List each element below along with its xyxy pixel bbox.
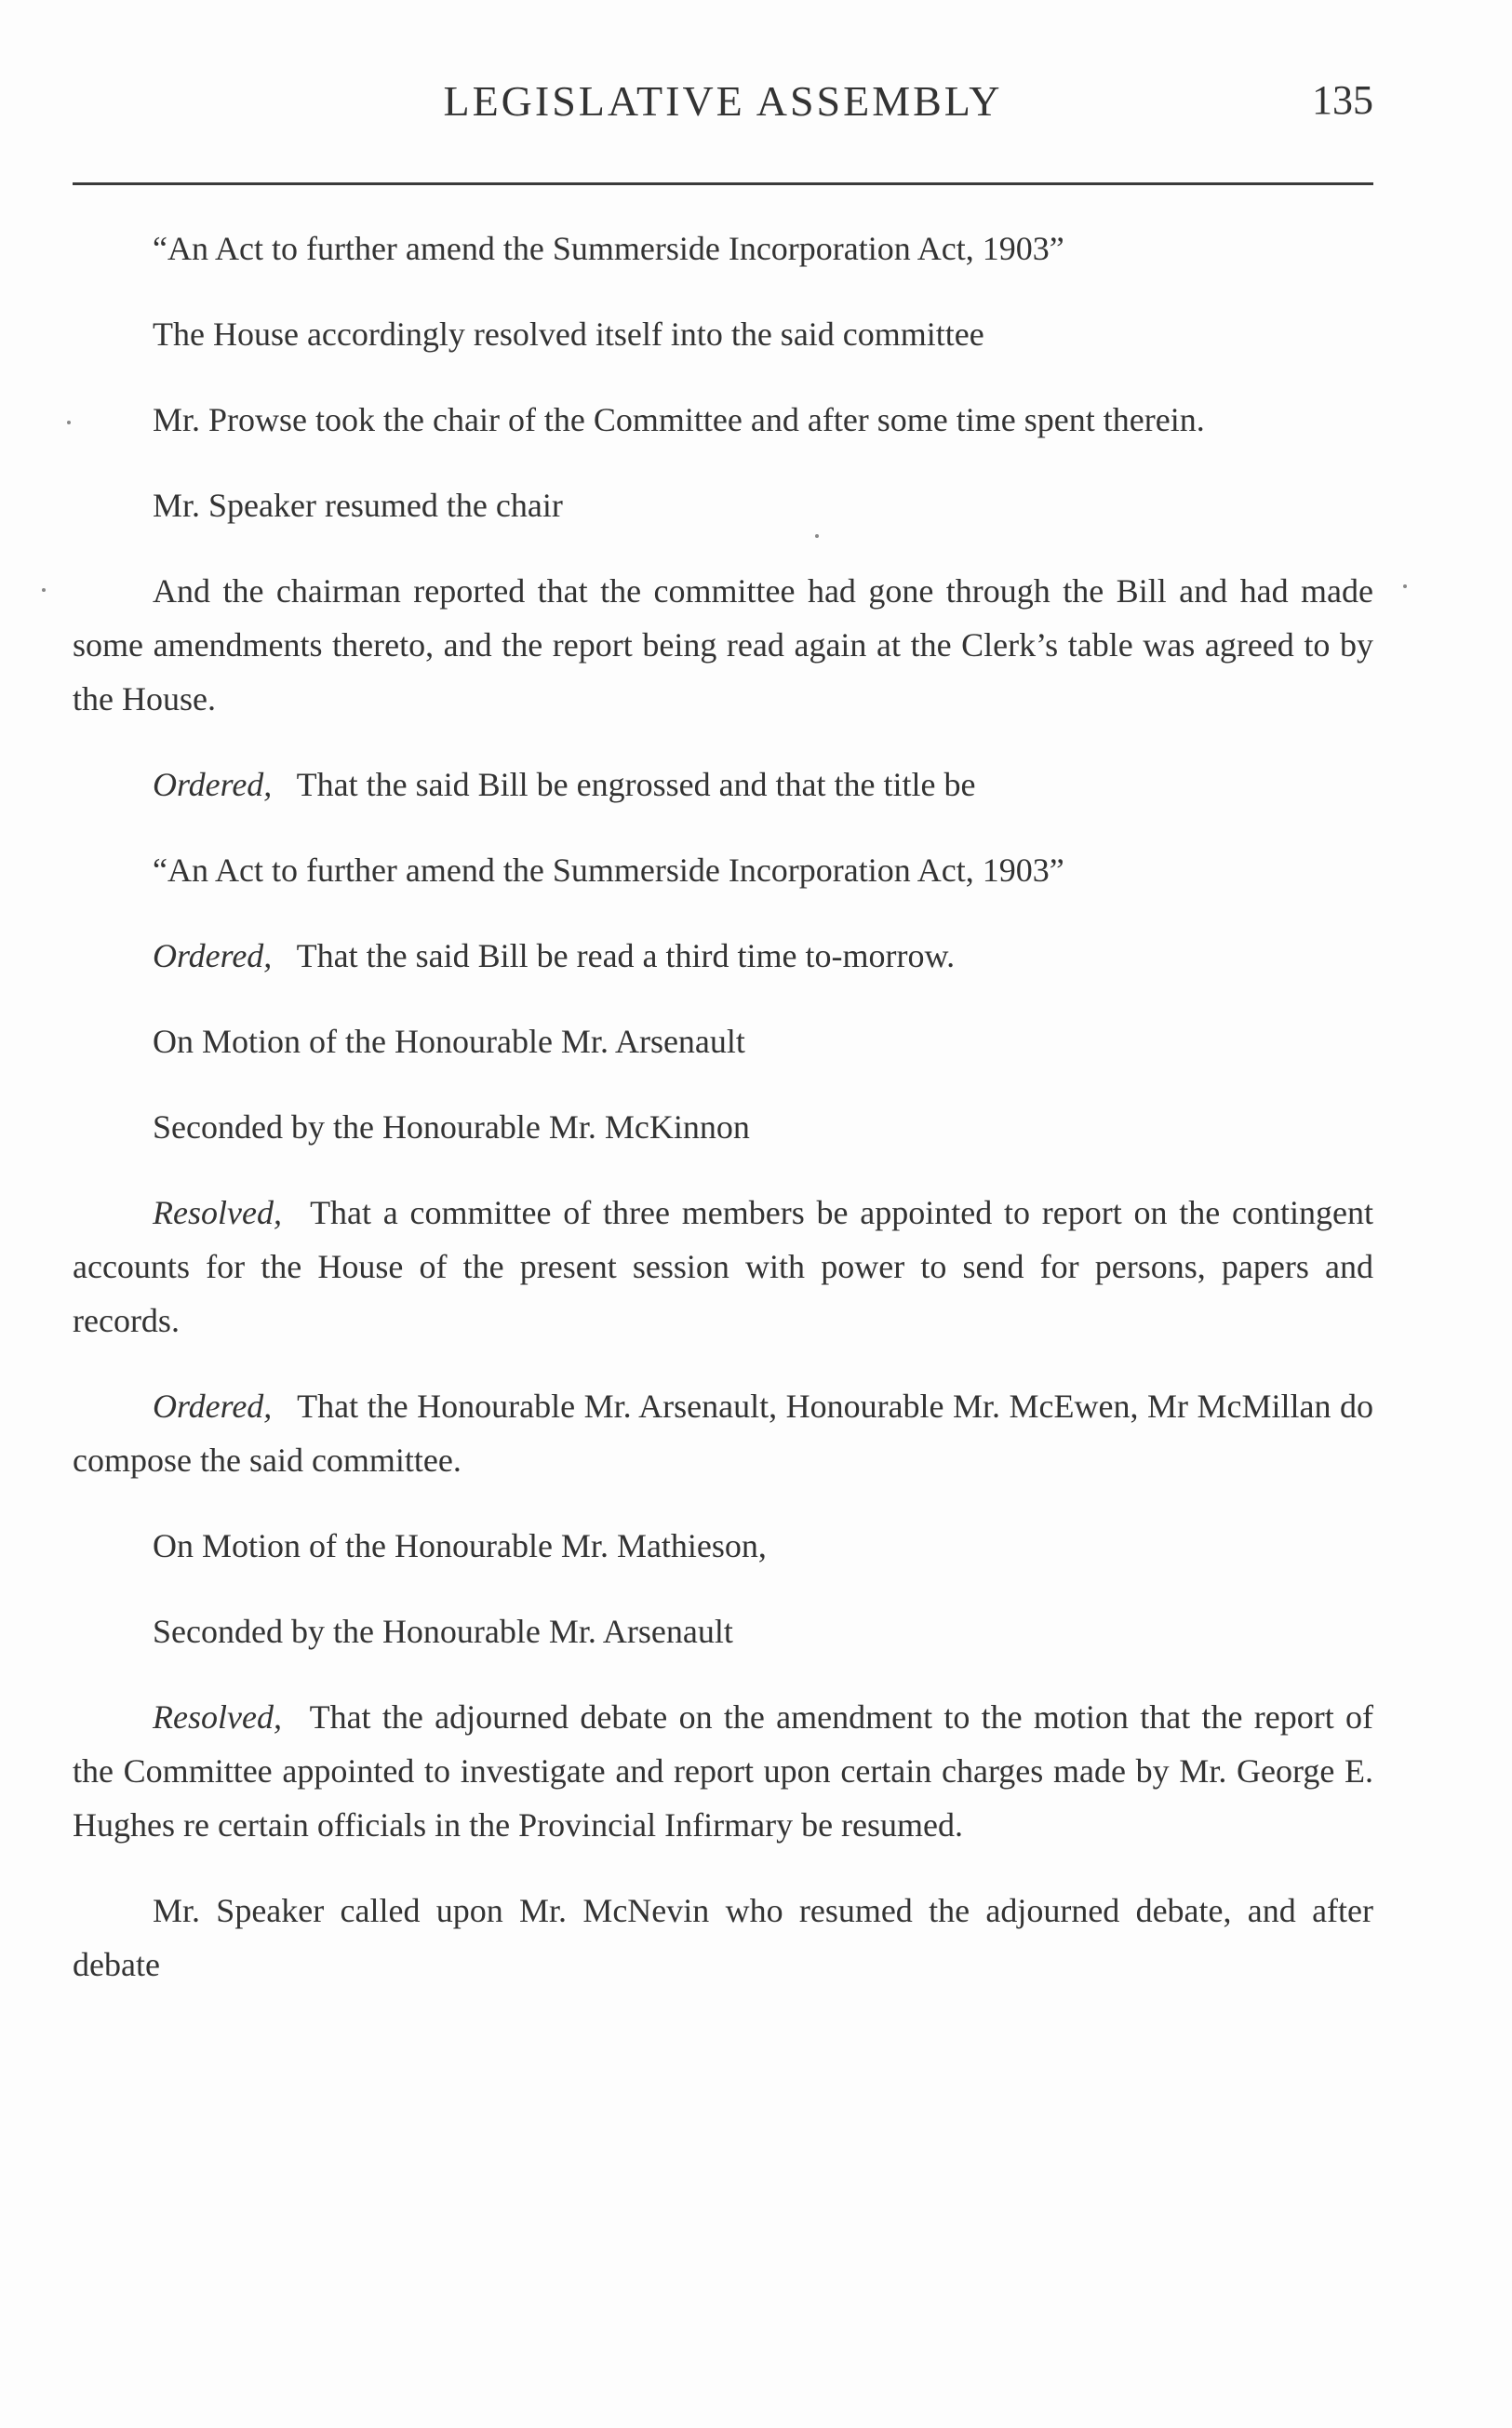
header-rule [73,182,1373,185]
paragraph [73,758,1373,812]
scan-speck [67,421,71,424]
body-text [73,221,1373,2023]
paragraph-text: That the said Bill be engrossed and that the title be [296,766,976,803]
paragraph [73,221,1373,275]
paragraph-text: Mr. Speaker resumed the chair [153,487,563,524]
paragraph-text: That the said Bill be read a third time to-morrow. [296,937,956,974]
paragraph [73,307,1373,361]
paragraph-text: Seconded by the Honourable Mr. Arsenault [153,1613,733,1650]
paragraph-text: That a committee of three members be appointed to report on the contingent accounts for the House of the present session with power to send for persons, papers and records. [73,1194,1373,1339]
scan-speck [1403,584,1407,588]
paragraph-text: Seconded by the Honourable Mr. McKinnon [153,1108,750,1146]
paragraph-text: “An Act to further amend the Summerside Incorporation Act, 1903” [153,852,1064,889]
paragraph-lead: Resolved, [153,1698,299,1736]
running-title: LEGISLATIVE ASSEMBLY [443,77,1003,125]
paragraph-text: Mr. Speaker called upon Mr. McNevin who resumed the adjourned debate, and after debate [73,1892,1373,1983]
paragraph-text: “An Act to further amend the Summerside Incorporation Act, 1903” [153,230,1064,267]
paragraph [73,393,1373,447]
paragraph [73,478,1373,532]
paragraph [73,1519,1373,1573]
scan-speck [42,588,46,592]
paragraph [73,564,1373,726]
paragraph-lead: Resolved, [153,1194,299,1231]
scan-speck [815,534,819,538]
paragraph [73,1014,1373,1068]
paragraph [73,1604,1373,1658]
paragraph [73,1690,1373,1852]
page-header [73,76,1373,132]
paragraph-text: And the chairman reported that the committee had gone through the Bill and had made some amendments thereto, and the report being read again at the Clerk’s table was agreed to by the House. [73,572,1373,718]
paragraph-text: That the Honourable Mr. Arsenault, Honourable Mr. McEwen, Mr McMillan do compose the said committee. [73,1388,1373,1479]
paragraph-text: On Motion of the Honourable Mr. Arsenault [153,1023,745,1060]
paragraph [73,843,1373,897]
paragraph [73,1186,1373,1348]
paragraph-text: The House accordingly resolved itself into the said committee [153,315,984,353]
paragraph-lead: Ordered, [153,766,289,803]
paragraph-text: That the adjourned debate on the amendment to the motion that the report of the Committee appointed to investigate and report upon certain charges made by Mr. George E. Hughes re certain officials in the Provincial Infirmary be resumed. [73,1698,1373,1844]
paragraph [73,1100,1373,1154]
paragraph-lead: Ordered, [153,937,289,974]
paragraph-text: On Motion of the Honourable Mr. Mathieson, [153,1527,767,1564]
paragraph [73,1379,1373,1487]
paragraph [73,929,1373,983]
paragraph [73,1884,1373,1992]
paragraph-lead: Ordered, [153,1388,289,1425]
page-number: 135 [1312,77,1373,123]
paragraph-text: Mr. Prowse took the chair of the Committee and after some time spent therein. [153,401,1205,438]
